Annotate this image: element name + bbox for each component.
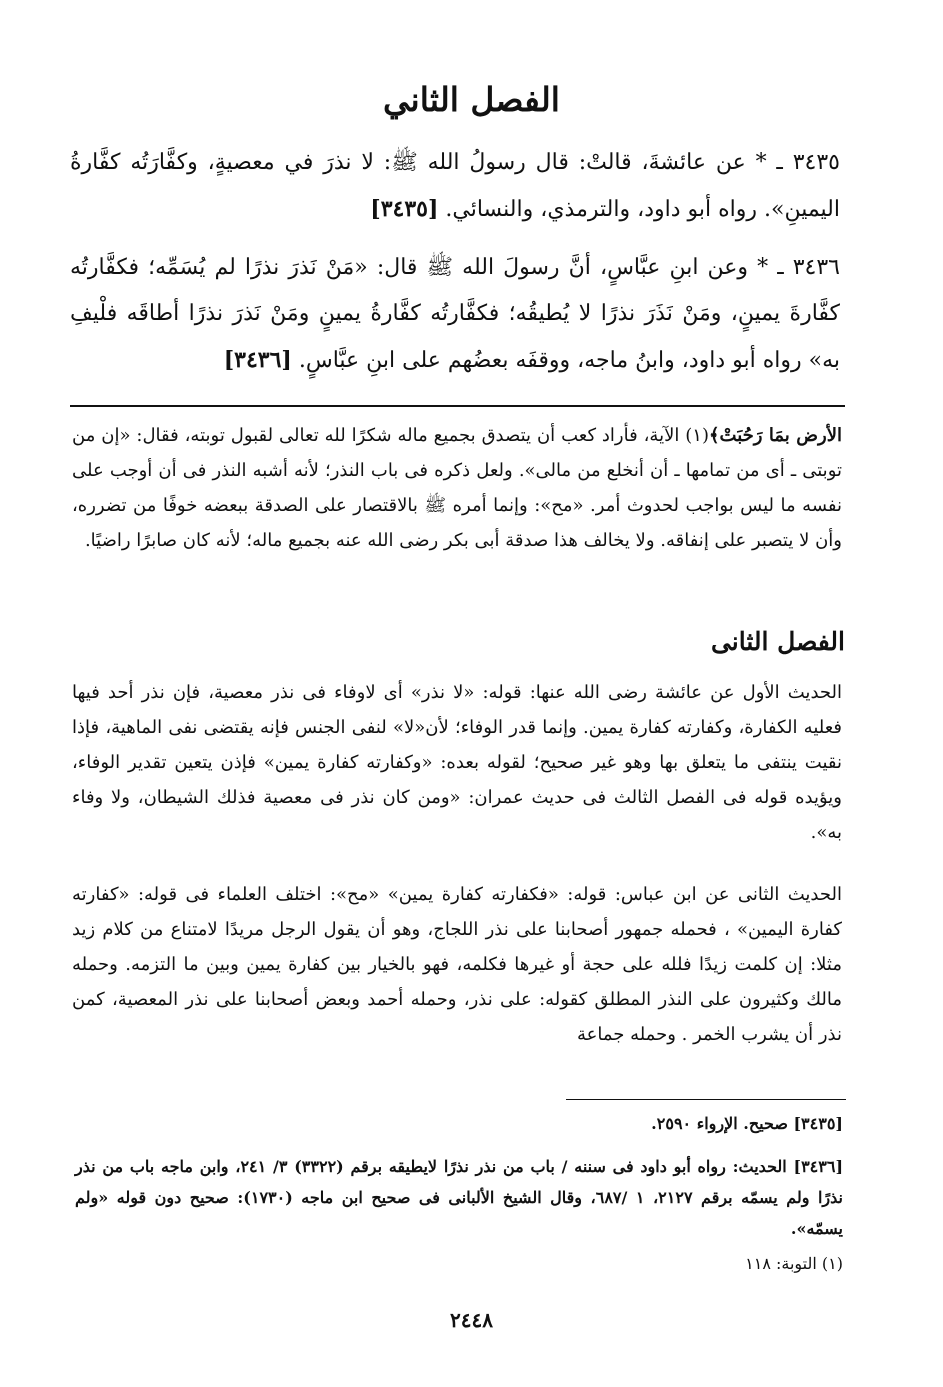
footnote-3436: [٣٤٣٦] الحديث: رواه أبو داود فى سننه / باب من نذر نذرًا لايطيقه برقم (٣٣٢٢) ٣/ ٢٤١، وابن ماجه باب من نذر نذرًا ولم يسمّه برقم ٢١٢٧، ١ /٦٨٧، وقال الشيخ الألبانى فى صحيح ابن ماجه (١٧٣٠): صحيح دون قوله «ولم يسمّه».: [75, 1157, 844, 1238]
page-number: ٢٤٤٨: [450, 1308, 493, 1332]
commentary-intro-text: (١) الآية، فأراد كعب أن يتصدق بجميع ماله شكرًا لله تعالى لقبول توبته، فقال: «إن من توبتى ـ أى من تمامها ـ أن أنخلع من مالى». ولعل ذكره فى باب النذر؛ لأنه أشبه النذر فى أن أوجب على نفسه ما ليس بواجب لحدوث أمر. «مح»: وإنما أمره ﷺ بالاقتصار على الصدقة ببعضه خوفًا من تضرره، وأن لا يتصبر على إنفاقه. ولا يخالف هذا صدقة أبى بكر رضى الله عنه بجميع ماله؛ لأنه كان صابرًا راضيًا.: [72, 425, 842, 551]
footnote-divider: [566, 1099, 846, 1100]
hadith-text: ٣٤٣٥ ـ * عن عائشةَ، قالتْ: قال رسولُ الله ﷺ: لا نذرَ في معصيةٍ، وكفَّارَتُه كفَّارةُ اليمينِ». رواه أبو داود، والترمذي، والنسائي.: [70, 150, 840, 222]
hadith-reference: [٣٤٣٦]: [223, 347, 292, 373]
commentary-paragraph-1: الحديث الأول عن عائشة رضى الله عنها: قوله: «لا نذر» أى لاوفاء فى نذر معصية، فإن نذر أحد فيها فعليه الكفارة، وكفارته كفارة يمين. وإنما قدر الوفاء؛ لأن«لا» لنفى الجنس فإنه يقتضى نفى الماهية، فإذا نقيت ينتفى ما يتعلق بها وهو غير صحيح؛ لقوله بعده: «وكفارته كفارة يمين» فإذن يتعين تقدير الوفاء، ويؤيده قوله فى الفصل الثالث فى حديث عمران: «ومن كان نذر فى معصية فذلك الشيطان، ولا وفاء به».: [72, 682, 842, 843]
hadith-reference: [٣٤٣٥]: [370, 196, 439, 222]
page-title: الفصل الثاني: [383, 80, 560, 119]
commentary-paragraph-2: الحديث الثانى عن ابن عباس: قوله: «فكفارته كفارة يمين» «مح»: اختلف العلماء فى قوله: «كفارته كفارة اليمين» ، فحمله جمهور أصحابنا على نذر اللجاج، وهو أن يقول الرجل مريدًا لامتناع من كلام زيد مثلا: إن كلمت زيدًا فلله على حجة أو غيرها فكلمه، فهو بالخيار بين كفارة يمين وبين ما التزمه. وحمله مالك وكثيرون على النذر المطلق كقوله: على نذر، وحمله أحمد وبعض أصحابنا على نذر المعصية، كمن نذر أن يشرب الخمر . وحمله جماعة: [72, 884, 842, 1045]
footnote-3435: [٣٤٣٥] صحيح. الإرواء ٢٥٩٠.: [651, 1114, 843, 1133]
footnote-quran-ref: (١) التوبة: ١١٨: [745, 1254, 843, 1273]
quran-quote: الأرض بمَا رَحُبَتْ﴾: [708, 425, 842, 446]
commentary-intro: [72, 418, 842, 558]
section-divider: [70, 405, 845, 407]
hadith-text: ٣٤٣٦ ـ * وعن ابنِ عبَّاسٍ، أنَّ رسولَ الله ﷺ قال: «مَنْ نَذرَ نذرًا لم يُسَمِّه؛ فكفَّارتُه كفَّارةَ يمينٍ، ومَنْ نَذَرَ نذرًا لا يُطيقُه؛ فكفَّارتُه كفَّارةُ يمينٍ ومَنْ نَذرَ نذرًا أطاقَه فلْيفِ به» رواه أبو داود، وابنُ ماجه، ووقفَه بعضُهم على ابنِ عبَّاسٍ.: [70, 255, 840, 373]
hadith-3435: [70, 140, 840, 233]
hadith-3436: [70, 245, 840, 384]
commentary-section-title: الفصل الثانى: [710, 627, 845, 656]
